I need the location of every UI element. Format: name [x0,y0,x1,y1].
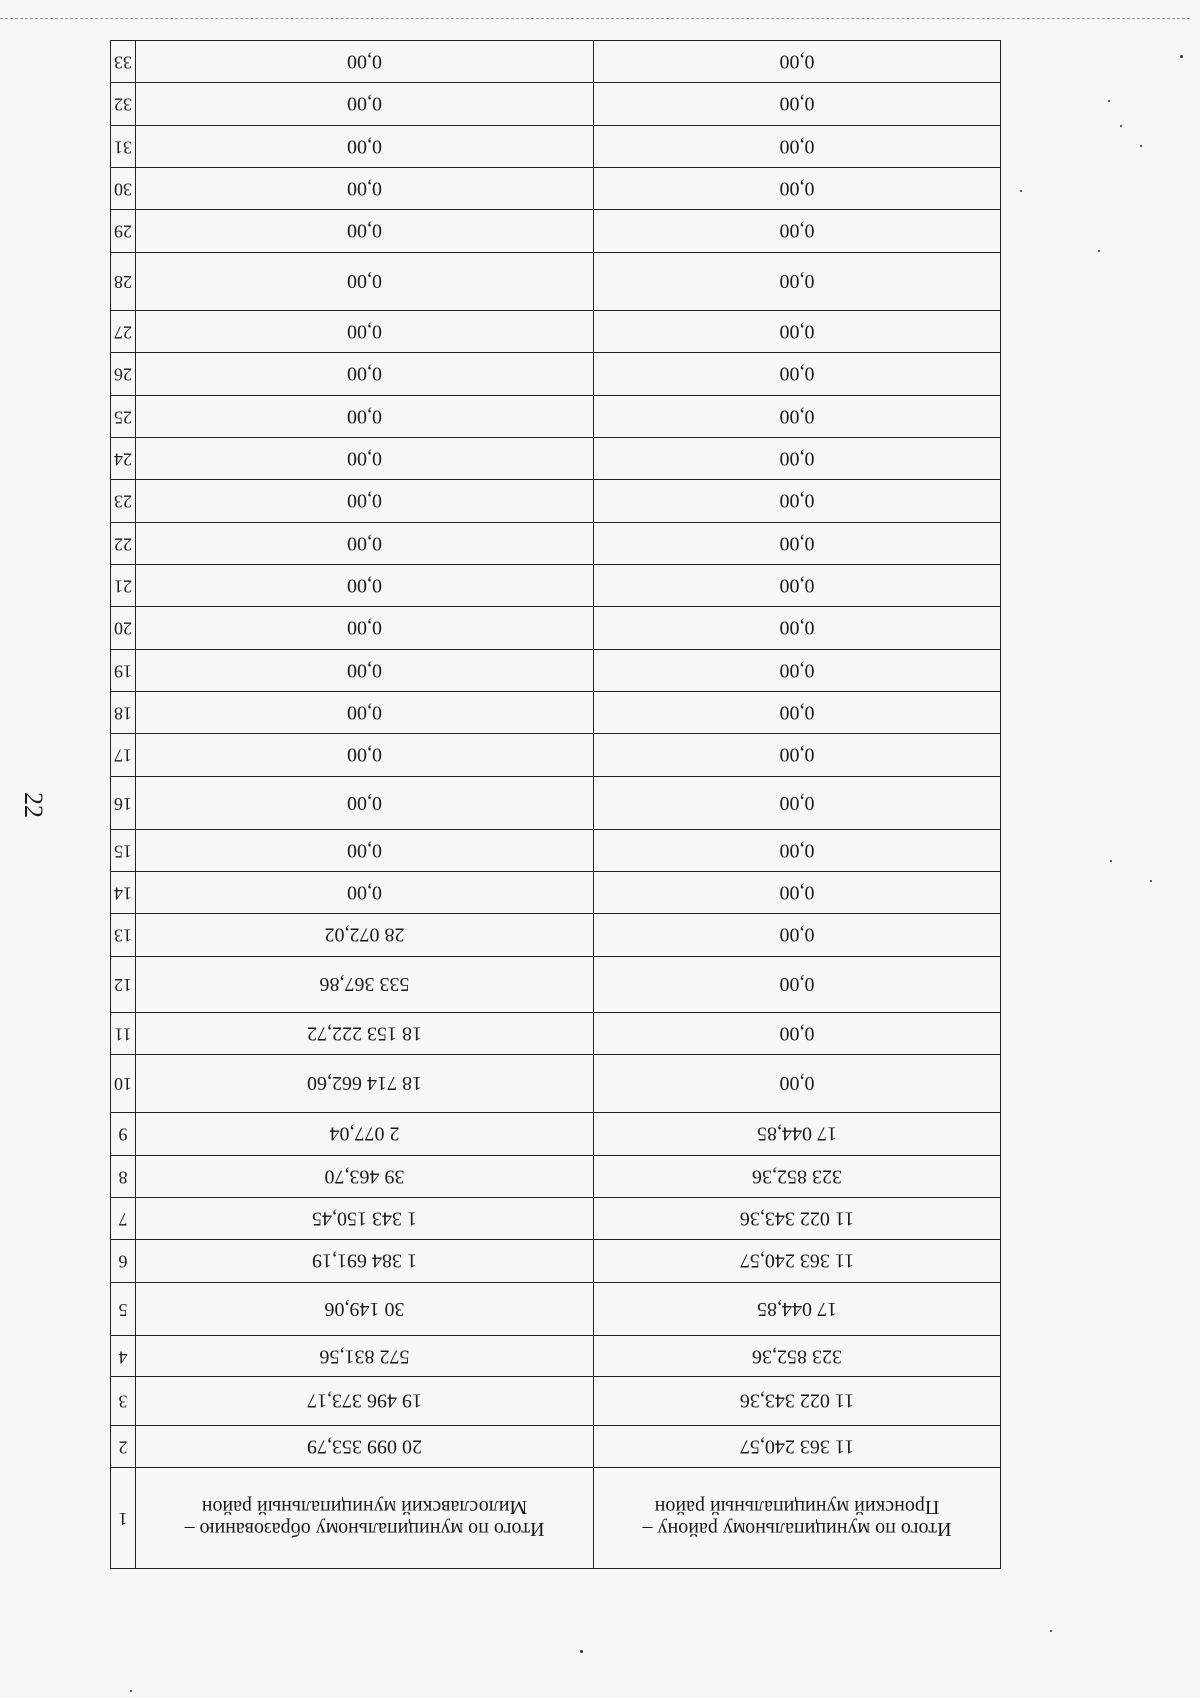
table-row [111,83,1001,125]
row-number: 30 [114,179,132,200]
pronsk-value: 323 852,36 [752,1344,842,1367]
milosl-value: 0,00 [347,447,382,470]
milosl-value: 0,00 [347,744,382,767]
scan-speck [1020,190,1022,192]
milosl-value: 0,00 [347,93,382,116]
milosl-value-cell [136,565,594,607]
pronsk-value-cell [594,1335,1001,1376]
pronsk-value-cell [594,310,1001,352]
row-number-cell [111,1198,136,1240]
row-number: 17 [114,745,132,766]
pronsk-value: 11 022 343,36 [739,1207,855,1230]
row-number: 18 [114,703,132,724]
row-number-cell [111,310,136,352]
table-row [111,437,1001,479]
milosl-value: 0,00 [347,177,382,200]
milosl-value-cell [136,125,594,167]
row-number: 29 [114,221,132,242]
milosl-value-cell [136,956,594,1012]
row-number: 27 [114,322,132,343]
row-number: 14 [114,883,132,904]
table-row [111,1012,1001,1054]
pronsk-value: 11 363 240,57 [739,1250,855,1273]
table-row [111,1282,1001,1335]
milosl-value: 20 099 353,79 [307,1435,422,1458]
row-number-cell [111,1282,136,1335]
pronsk-value: 0,00 [779,701,815,724]
table-row [111,480,1001,522]
pronsk-value: 0,00 [779,135,815,158]
header-line: Итого по муниципальному образованию – [184,1518,545,1541]
pronsk-value-cell [594,437,1001,479]
pronsk-value-cell [594,252,1001,310]
milosl-value-cell [136,1425,594,1467]
milosl-value-cell [136,1113,594,1155]
row-number-cell [111,83,136,125]
table-row [111,692,1001,734]
pronsk-value: 323 852,36 [752,1165,842,1188]
pronsk-value-cell [594,353,1001,395]
pronsk-value: 11 363 240,57 [739,1435,855,1458]
row-number-cell [111,829,136,871]
row-number: 4 [118,1346,128,1367]
milosl-value-cell [136,41,594,83]
pronsk-value: 0,00 [779,617,815,640]
row-number-cell [111,210,136,252]
pronsk-value-cell [594,692,1001,734]
pronsk-value-cell [594,914,1001,956]
table-row [111,353,1001,395]
header-line: Итого по муниципальному району – [642,1518,952,1541]
milosl-value-cell [136,168,594,210]
header-line: Милославский муниципальный район [201,1496,528,1519]
scan-speck [1140,145,1142,147]
row-number-cell [111,1335,136,1376]
pronsk-value-cell [594,829,1001,871]
header-line: Пронский муниципальный район [654,1496,940,1519]
row-number-cell [111,1055,136,1113]
row-number: 1 [118,1508,128,1529]
row-number-cell [111,1012,136,1054]
milosl-value: 0,00 [347,405,382,428]
row-number-cell [111,1425,136,1467]
table-row [111,252,1001,310]
milosl-value-cell [136,395,594,437]
row-number: 20 [114,618,132,639]
pronsk-value-cell [594,1155,1001,1197]
milosl-header [136,1468,593,1568]
table-row [111,522,1001,564]
scan-speck [1110,860,1112,862]
row-number: 31 [114,137,132,158]
scan-speck [1050,1630,1052,1632]
pronsk-value: 0,00 [779,924,815,947]
table-row [111,168,1001,210]
table-row [111,1335,1001,1376]
row-number: 9 [118,1124,128,1145]
milosl-value: 0,00 [347,617,382,640]
pronsk-value: 0,00 [779,362,815,385]
milosl-value: 19 496 373,17 [307,1389,422,1412]
pronsk-value: 0,00 [779,881,815,904]
table-row [111,1377,1001,1426]
milosl-value-cell [136,437,594,479]
row-number: 16 [114,793,132,814]
table-row [111,914,1001,956]
milosl-value: 0,00 [347,881,382,904]
row-number: 7 [118,1209,128,1230]
milosl-value-cell [136,734,594,776]
row-number: 10 [114,1074,132,1095]
pronsk-value-cell [594,210,1001,252]
table-row [111,1240,1001,1282]
row-number-cell [111,1377,136,1426]
pronsk-value: 17 044,85 [757,1297,837,1320]
milosl-value-cell [136,872,594,914]
pronsk-value-cell [594,83,1001,125]
pronsk-value: 0,00 [779,447,815,470]
row-number-cell [111,1113,136,1155]
pronsk-value: 0,00 [779,574,815,597]
milosl-value: 30 149,06 [324,1297,405,1320]
row-number: 15 [114,841,132,862]
row-number-cell [111,872,136,914]
milosl-value-cell [136,480,594,522]
trim-line [0,18,1190,19]
row-number-cell [111,1155,136,1197]
table-row [111,649,1001,691]
row-number: 24 [114,449,132,470]
pronsk-value-cell [594,480,1001,522]
row-number-cell [111,437,136,479]
scan-speck [1098,250,1100,252]
pronsk-value-cell [594,1198,1001,1240]
milosl-value: 2 077,04 [329,1123,400,1146]
pronsk-value: 0,00 [779,320,815,343]
milosl-value-cell [136,353,594,395]
milosl-value-cell [136,210,594,252]
pronsk-value-cell [594,1012,1001,1054]
row-number-cell [111,1468,136,1569]
table-row [111,1468,1001,1569]
row-number-cell [111,125,136,167]
row-number: 3 [118,1391,128,1412]
pronsk-value: 0,00 [779,270,815,293]
pronsk-value: 0,00 [779,659,815,682]
pronsk-value: 0,00 [779,490,815,512]
pronsk-value-cell [594,1425,1001,1467]
pronsk-value-cell [594,649,1001,691]
milosl-value: 533 367,86 [319,973,410,996]
milosl-value-cell [136,1055,594,1113]
milosl-value-cell [136,83,594,125]
milosl-value: 1 343 150,45 [312,1207,417,1230]
table-row [111,1425,1001,1467]
milosl-value: 0,00 [347,701,382,724]
milosl-value: 0,00 [347,839,382,862]
row-number-cell [111,734,136,776]
pronsk-value-cell [594,956,1001,1012]
pronsk-value-cell [594,1377,1001,1426]
milosl-value-cell [136,1012,594,1054]
row-number: 21 [114,576,132,597]
table-row [111,395,1001,437]
milosl-value-cell [136,1468,594,1569]
milosl-value: 0,00 [347,574,382,597]
pronsk-value-cell [594,565,1001,607]
milosl-value-cell [136,252,594,310]
row-number: 11 [114,1024,132,1045]
table-row [111,1055,1001,1113]
pronsk-value-cell [594,1240,1001,1282]
data-table [110,40,1001,1569]
milosl-value-cell [136,522,594,564]
pronsk-value-cell [594,1055,1001,1113]
pronsk-value-cell [594,776,1001,829]
row-number: 26 [114,364,132,385]
pronsk-value: 0,00 [779,532,815,555]
row-number-cell [111,1240,136,1282]
row-number: 6 [118,1252,128,1272]
milosl-value: 0,00 [347,659,382,682]
table-row [111,734,1001,776]
row-number: 19 [114,661,132,682]
row-number: 23 [114,491,132,512]
pronsk-value-cell [594,41,1001,83]
milosl-value: 28 072,02 [324,924,405,947]
row-number: 32 [114,94,132,115]
pronsk-value-cell [594,1468,1001,1569]
row-number-cell [111,252,136,310]
pronsk-value-cell [594,522,1001,564]
pronsk-value: 0,00 [779,50,815,73]
pronsk-value-cell [594,395,1001,437]
table-row [111,1113,1001,1155]
page-number: 22 [19,792,48,818]
milosl-value-cell [136,607,594,649]
milosl-value: 0,00 [347,50,382,73]
milosl-value-cell [136,1377,594,1426]
row-number-cell [111,395,136,437]
pronsk-value-cell [594,872,1001,914]
milosl-value: 0,00 [347,220,382,243]
milosl-value-cell [136,649,594,691]
scan-speck [1180,55,1183,58]
milosl-value: 0,00 [347,490,382,512]
pronsk-value: 0,00 [779,177,815,200]
milosl-value: 0,00 [347,791,382,814]
pronsk-value: 0,00 [779,973,815,996]
milosl-value-cell [136,829,594,871]
milosl-value: 0,00 [347,532,382,555]
milosl-value-cell [136,776,594,829]
milosl-value-cell [136,1240,594,1282]
row-number: 5 [118,1299,128,1320]
table-row [111,310,1001,352]
row-number: 22 [114,534,132,555]
row-number-cell [111,649,136,691]
pronsk-header [594,1468,1000,1568]
scan-speck [1120,125,1122,127]
pronsk-value: 0,00 [779,839,815,862]
row-number-cell [111,956,136,1012]
pronsk-value-cell [594,1113,1001,1155]
table-row [111,607,1001,649]
row-number: 12 [114,975,132,996]
row-number-cell [111,480,136,522]
row-number: 28 [114,272,132,293]
table-row [111,872,1001,914]
row-number-cell [111,607,136,649]
row-number-cell [111,41,136,83]
pronsk-value-cell [594,734,1001,776]
milosl-value-cell [136,914,594,956]
scan-speck [1150,880,1152,882]
milosl-value: 0,00 [347,135,382,158]
pronsk-value: 0,00 [779,1072,815,1095]
scan-speck [1108,100,1110,102]
row-number-cell [111,168,136,210]
milosl-value: 0,00 [347,320,382,343]
pronsk-value: 0,00 [779,744,815,767]
table-row [111,1155,1001,1197]
table-row [111,565,1001,607]
row-number: 2 [118,1437,128,1458]
row-number-cell [111,776,136,829]
table-row [111,41,1001,83]
row-number-cell [111,692,136,734]
milosl-value-cell [136,692,594,734]
milosl-value: 1 384 691,19 [312,1250,417,1273]
row-number-cell [111,522,136,564]
pronsk-value: 0,00 [779,791,815,814]
table-row [111,829,1001,871]
milosl-value: 39 463,70 [324,1165,405,1188]
milosl-value: 18 153 222,72 [307,1022,422,1045]
milosl-value-cell [136,1198,594,1240]
scan-speck [580,1650,583,1653]
pronsk-value: 0,00 [779,220,815,243]
table-row [111,956,1001,1012]
table-row [111,210,1001,252]
pronsk-value-cell [594,125,1001,167]
milosl-value-cell [136,1335,594,1376]
row-number: 8 [118,1167,128,1188]
pronsk-value: 0,00 [779,93,815,116]
pronsk-value: 0,00 [779,1022,815,1045]
pronsk-value: 0,00 [779,405,815,428]
table-row [111,125,1001,167]
row-number-cell [111,565,136,607]
pronsk-value: 17 044,85 [757,1123,837,1146]
table-row [111,776,1001,829]
milosl-value-cell [136,1155,594,1197]
milosl-value: 18 714 662,60 [307,1072,422,1095]
pronsk-value-cell [594,1282,1001,1335]
row-number: 33 [114,52,132,73]
pronsk-value: 11 022 343,36 [739,1389,855,1412]
table-row [111,1198,1001,1240]
pronsk-value-cell [594,607,1001,649]
pronsk-value-cell [594,168,1001,210]
row-number: 25 [114,407,132,428]
row-number: 13 [114,925,132,946]
scan-speck [130,1690,132,1692]
milosl-value: 572 831,56 [319,1344,410,1367]
milosl-value: 0,00 [347,270,382,293]
row-number-cell [111,353,136,395]
milosl-value-cell [136,310,594,352]
milosl-value: 0,00 [347,362,382,385]
row-number-cell [111,914,136,956]
milosl-value-cell [136,1282,594,1335]
